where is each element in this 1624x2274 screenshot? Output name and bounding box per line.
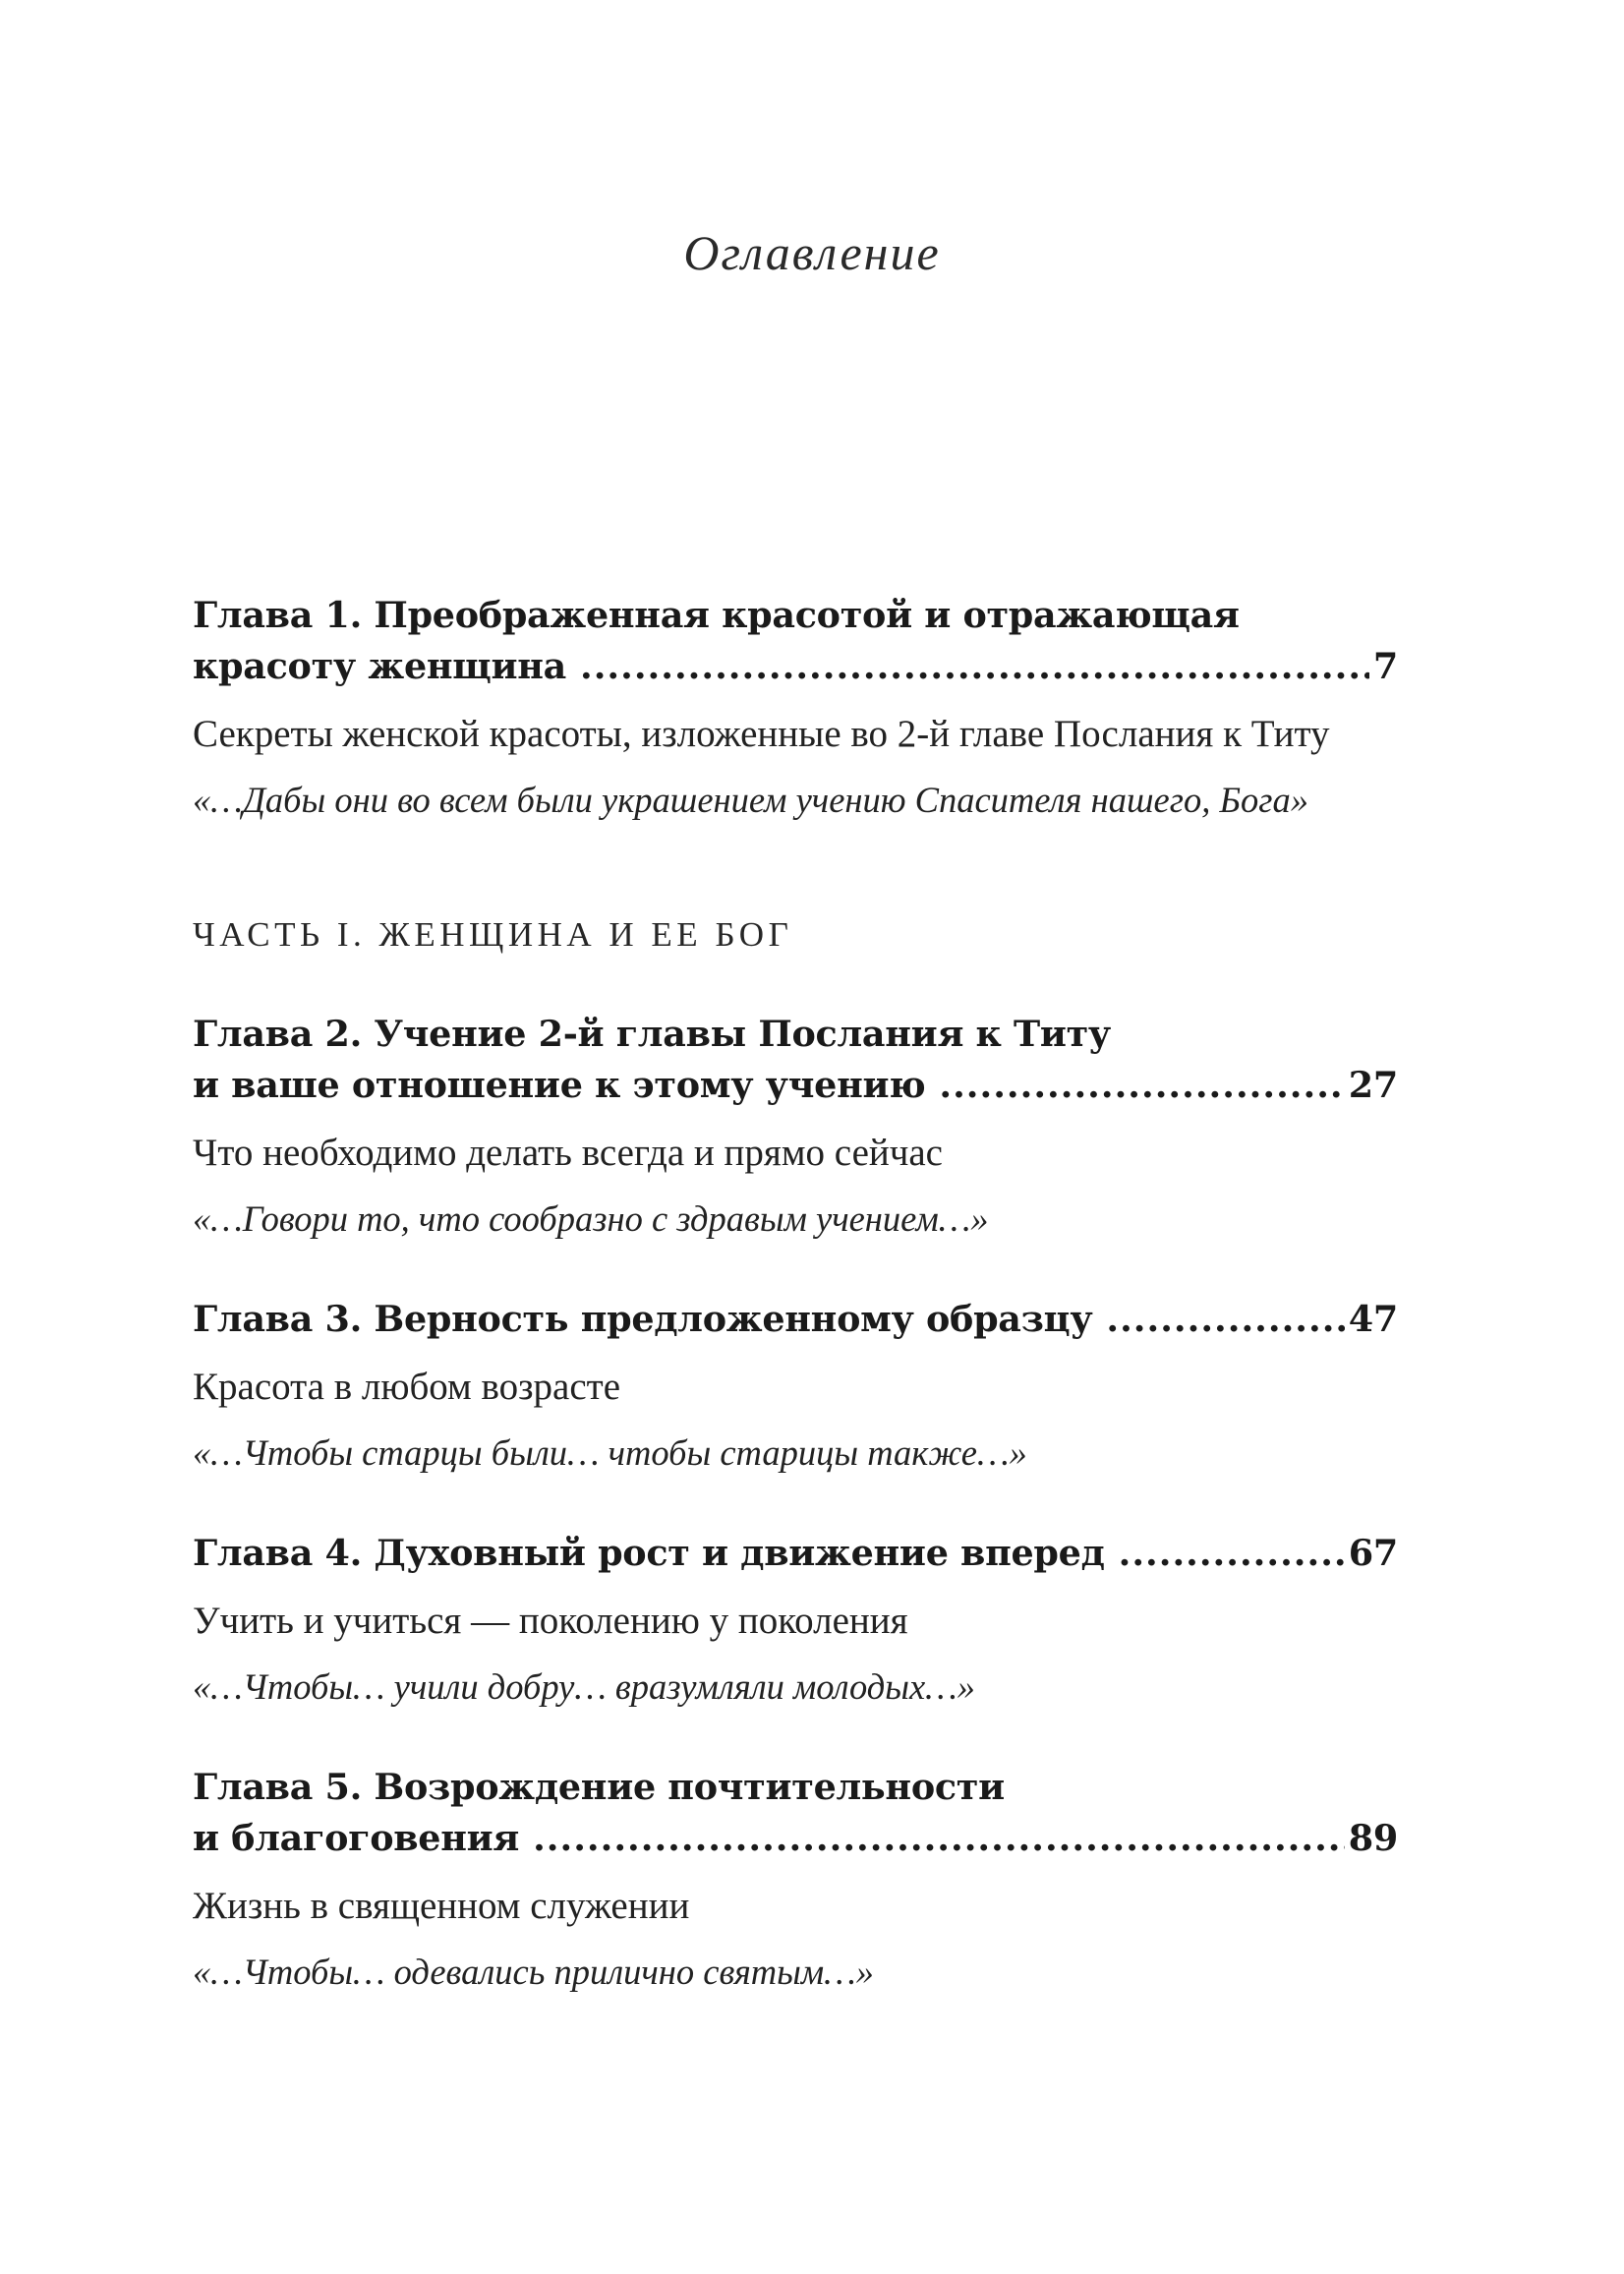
chapter-title xyxy=(193,1528,1398,1579)
dot-leader xyxy=(533,1813,1345,1864)
chapter-title xyxy=(193,1009,1398,1111)
chapter-title xyxy=(193,590,1398,692)
chapter-quote: «…Дабы они во всем были украшением учению Спасителя нашего, Бога» xyxy=(193,780,1308,820)
chapter-title-line: Глава 4. Духовный рост и движение вперед xyxy=(193,1532,1105,1574)
chapter-subtitle: Секреты женской красоты, изложенные во 2-й главе Послания к Титу xyxy=(193,713,1330,755)
chapter-title-line: и ваше отношение к этому учению xyxy=(193,1064,926,1106)
chapter-title-leader-line xyxy=(193,1060,1398,1111)
page-title: Оглавление xyxy=(683,225,941,280)
chapter-title-line: Глава 2. Учение 2-й главы Послания к Титу xyxy=(193,1013,1111,1055)
page-number: 67 xyxy=(1348,1532,1398,1574)
dot-leader xyxy=(1119,1528,1345,1579)
toc-entry-chapter-1[interactable] xyxy=(193,590,1398,828)
page-number: 27 xyxy=(1348,1064,1398,1106)
chapter-title-line: Глава 5. Возрождение почтительности xyxy=(193,1766,1005,1808)
page-number: 89 xyxy=(1348,1817,1398,1859)
chapter-title-line: Глава 1. Преображенная красотой и отражающая xyxy=(193,594,1240,636)
dot-leader xyxy=(580,641,1369,692)
chapter-quote: «…Чтобы… одевались прилично святым…» xyxy=(193,1952,874,1992)
chapter-title-line: Глава 3. Верность предложенному образцу xyxy=(193,1298,1093,1340)
chapter-subtitle: Что необходимо делать всегда и прямо сейчас xyxy=(193,1132,943,1174)
toc-entry-chapter-3[interactable] xyxy=(193,1294,1398,1481)
chapter-subtitle: Жизнь в священном служении xyxy=(193,1885,690,1927)
chapter-quote: «…Чтобы старцы были… чтобы старицы также…» xyxy=(193,1432,1027,1473)
chapter-title-leader-line xyxy=(193,1813,1398,1864)
chapter-title-line: красоту женщина xyxy=(193,645,567,687)
chapter-title-leader-line xyxy=(193,641,1398,692)
toc-entry-chapter-5[interactable] xyxy=(193,1762,1398,2000)
chapter-subtitle: Красота в любом возрасте xyxy=(193,1366,621,1408)
dot-leader xyxy=(1106,1294,1344,1345)
page-number: 47 xyxy=(1348,1298,1398,1340)
table-of-contents xyxy=(193,590,1398,2000)
chapter-title-line: и благоговения xyxy=(193,1817,520,1859)
part-heading: ЧАСТЬ I. ЖЕНЩИНА И ЕЕ БОГ xyxy=(193,915,793,954)
chapter-title-leader-line xyxy=(193,1528,1398,1579)
chapter-subtitle: Учить и учиться — поколению у поколения xyxy=(193,1600,908,1642)
chapter-title xyxy=(193,1762,1398,1864)
chapter-title-leader-line xyxy=(193,1294,1398,1345)
page-number: 7 xyxy=(1372,645,1398,687)
chapter-quote: «…Говори то, что сообразно с здравым учением…» xyxy=(193,1198,989,1239)
dot-leader xyxy=(939,1060,1344,1111)
toc-entry-chapter-2[interactable] xyxy=(193,1009,1398,1247)
chapter-title xyxy=(193,1294,1398,1345)
chapter-quote: «…Чтобы… учили добру… вразумляли молодых…» xyxy=(193,1666,975,1707)
toc-entry-chapter-4[interactable] xyxy=(193,1528,1398,1715)
